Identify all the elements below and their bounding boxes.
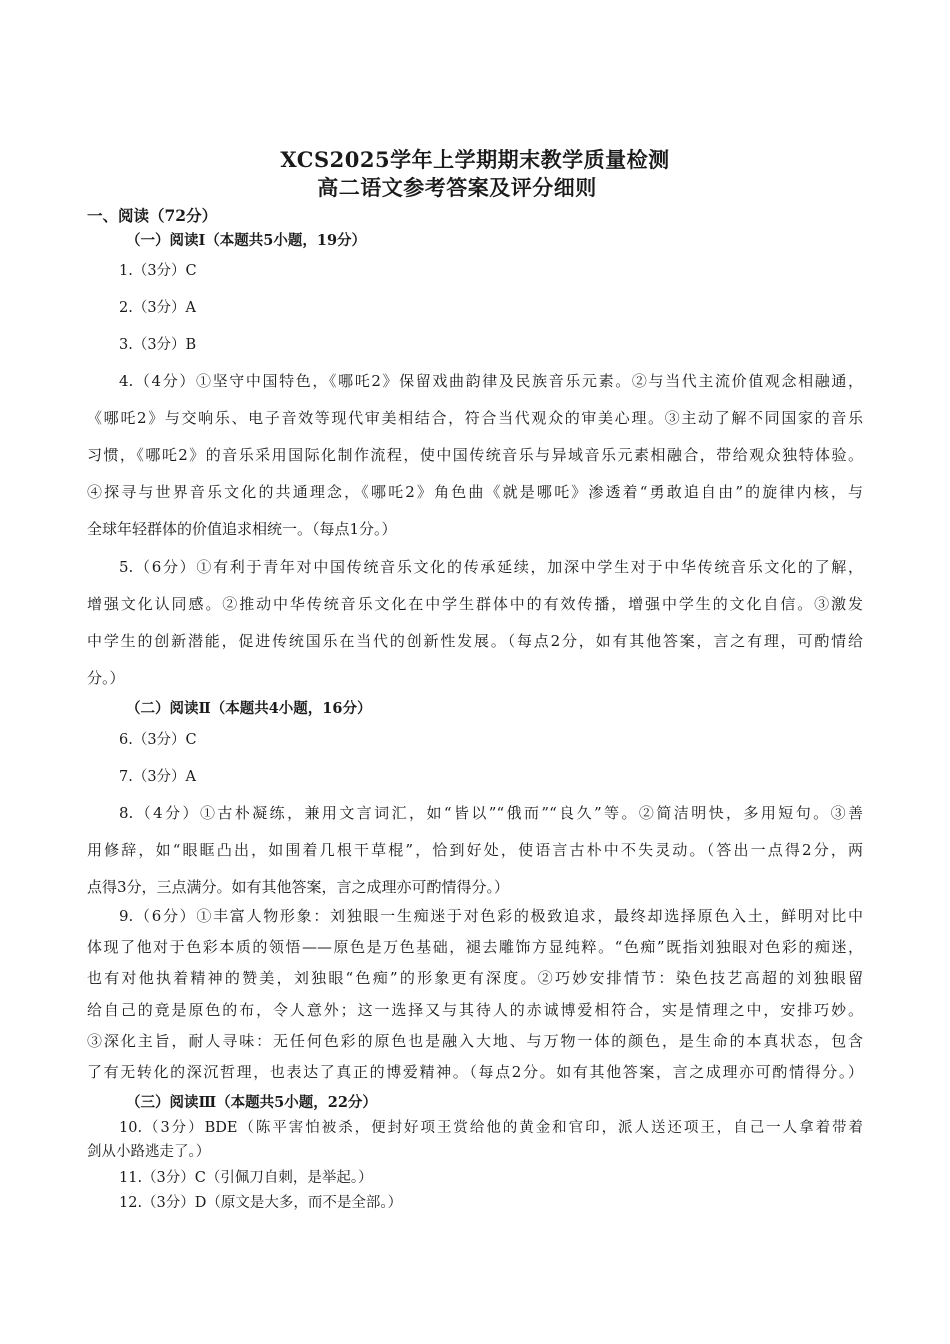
answer-q11: 11.（3分）C（引佩刀自刺，是举起。）: [119, 1170, 373, 1186]
answer-q3: 3.（3分）B: [119, 337, 197, 353]
answer-q4-line: ④探寻与世界音乐文化的共通理念，《哪吒2》角色曲《就是哪吒》渗透着“勇敢追自由”的旋律内核，与: [87, 483, 863, 501]
document-subtitle: 高二语文参考答案及评分细则: [317, 175, 597, 200]
answer-q2: 2.（3分）A: [119, 300, 197, 316]
answer-q4-line: 习惯，《哪吒2》的音乐采用国际化制作流程，使中国传统音乐与异域音乐元素相融合，带给观众独特体验。: [87, 446, 863, 464]
answer-q4-line: 全球年轻群体的价值追求相统一。（每点1分。）: [87, 520, 397, 538]
answer-q5-line: 分。）: [87, 669, 125, 687]
answer-q5-line: 中学生的创新潜能，促进传统国乐在当代的创新性发展。（每点2分，如有其他答案，言之有理，可酌情给: [87, 632, 863, 650]
answer-q9-line: 体现了他对于色彩本质的领悟——原色是万色基础，褪去雕饰方显纯粹。“色痴”既指刘独眼对色彩的痴迷，: [87, 938, 863, 956]
answer-q9-line: 也有对他执着精神的赞美，刘独眼“色痴”的形象更有深度。②巧妙安排情节：染色技艺高超的刘独眼留: [87, 969, 863, 987]
answer-q7: 7.（3分）A: [119, 769, 197, 785]
answer-q4-line: 4.（4分）①坚守中国特色，《哪吒2》保留戏曲韵律及民族音乐元素。②与当代主流价值观念相融通，: [119, 372, 863, 390]
answer-q9-line: 给自己的竟是原色的布，令人意外；这一选择又与其待人的赤诚博爱相符合，实是情理之中，安排巧妙。: [87, 1001, 863, 1019]
answer-q10-line: 剑从小路逃走了。）: [87, 1144, 211, 1160]
answer-q8-line: 8.（4分）①古朴凝练，兼用文言词汇，如“皆以”“俄而”“良久”等。②简洁明快，多用短句。③善: [119, 804, 863, 822]
section-heading-reading: 一、阅读（72分）: [87, 206, 218, 225]
answer-q12: 12.（3分）D（原文是大多，而不是全部。）: [119, 1195, 403, 1211]
part1-heading: （一）阅读Ⅰ（本题共5小题，19分）: [126, 232, 367, 249]
answer-q9-line: 9.（6分）①丰富人物形象：刘独眼一生痴迷于对色彩的极致追求，最终却选择原色入土，鲜明对比中: [119, 907, 863, 925]
answer-q8-line: 用修辞，如“眼眶凸出，如围着几根干草棍”，恰到好处，使语言古朴中不失灵动。（答出一点得2分，两: [87, 841, 863, 859]
document-title: XCS2025学年上学期期末教学质量检测: [280, 147, 670, 172]
answer-q9-line: ③深化主旨，耐人寻味：无任何色彩的原色也是融入大地、与万物一体的颜色，是生命的本真状态，包含: [87, 1032, 863, 1050]
answer-q4-line: 《哪吒2》与交响乐、电子音效等现代审美相结合，符合当代观众的审美心理。③主动了解不同国家的音乐: [87, 409, 863, 427]
answer-q9-line: 了有无转化的深沉哲理，也表达了真正的博爱精神。（每点2分。如有其他答案，言之成理亦可酌情得分。）: [87, 1063, 863, 1081]
answer-q6: 6.（3分）C: [119, 732, 197, 748]
answer-q5-line: 5.（6分）①有利于青年对中国传统音乐文化的传承延续，加深中学生对于中华传统音乐文化的了解，: [119, 558, 863, 576]
part2-heading: （二）阅读Ⅱ（本题共4小题，16分）: [126, 700, 372, 717]
answer-q1: 1.（3分）C: [119, 263, 197, 279]
part3-heading: （三）阅读Ⅲ（本题共5小题，22分）: [126, 1094, 377, 1111]
answer-q10-line: 10.（3分）BDE（陈平害怕被杀，便封好项王赏给他的黄金和官印，派人送还项王，自己一人拿着带着: [119, 1120, 863, 1136]
answer-q8-line: 点得3分，三点满分。如有其他答案，言之成理亦可酌情得分。）: [87, 878, 510, 896]
answer-q5-line: 增强文化认同感。②推动中华传统音乐文化在中学生群体中的有效传播，增强中学生的文化自信。③激发: [87, 595, 863, 613]
